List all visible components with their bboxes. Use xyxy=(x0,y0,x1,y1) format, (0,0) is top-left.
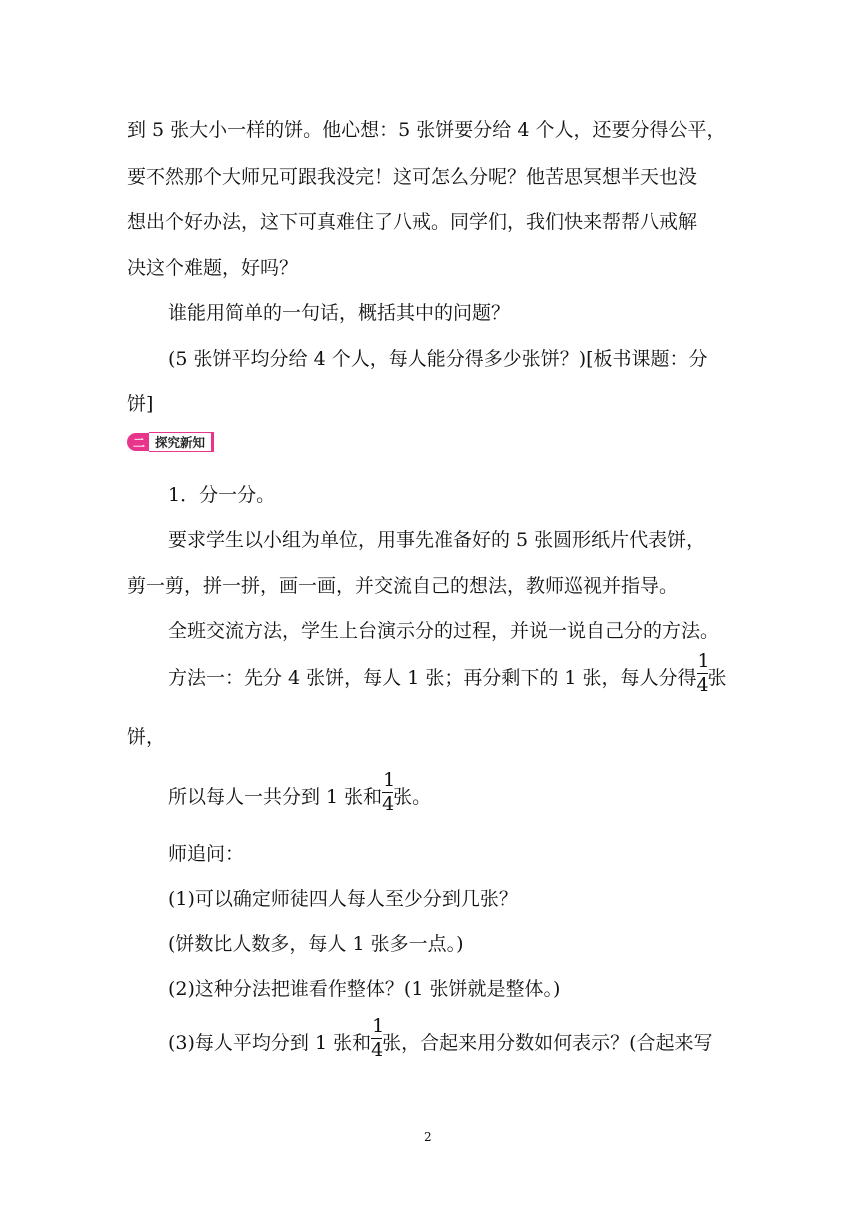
fraction-numerator: 1 xyxy=(697,650,710,672)
paragraph-line: 全班交流方法，学生上台演示分的过程，并说一说自己分的方法。 xyxy=(168,620,720,642)
paragraph-line: (5 张饼平均分给 4 个人，每人能分得多少张饼？)[板书课题：分 xyxy=(168,348,708,370)
paragraph-line: (饼数比人数多，每人 1 张多一点。) xyxy=(168,933,464,955)
section-divider xyxy=(211,432,214,452)
method-text: 张 xyxy=(707,667,727,689)
so-line xyxy=(168,769,432,815)
paragraph-line: 决这个难题，好吗？ xyxy=(127,257,299,279)
question-line xyxy=(168,1015,713,1061)
method-line xyxy=(168,650,727,696)
paragraph-line: 想出个好办法，这下可真难住了八戒。同学们，我们快来帮帮八戒解 xyxy=(127,211,698,233)
fraction xyxy=(696,650,710,696)
fraction-denominator: 4 xyxy=(696,674,709,696)
method-text: 方法一：先分 4 张饼，每人 1 张；再分剩下的 1 张，每人分得 xyxy=(168,667,697,689)
paragraph-line: 饼] xyxy=(127,393,154,415)
paragraph-line: 1．分一分。 xyxy=(168,484,276,506)
paragraph-line: 谁能用简单的一句话，概括其中的问题？ xyxy=(168,302,511,324)
question-text: (3)每人平均分到 1 张和 xyxy=(168,1032,372,1054)
question-text: 张，合起来用分数如何表示？(合起来写 xyxy=(382,1032,713,1054)
section-number-badge: 二 xyxy=(127,433,149,451)
fraction-numerator: 1 xyxy=(372,1015,385,1037)
paragraph-line: 师追问： xyxy=(168,843,245,865)
paragraph-line: 饼， xyxy=(127,726,166,748)
fraction-denominator: 4 xyxy=(371,1039,384,1061)
fraction-numerator: 1 xyxy=(383,769,396,791)
section-title: 探究新知 xyxy=(149,432,211,452)
so-text: 张。 xyxy=(393,786,432,808)
page-number: 2 xyxy=(424,1130,432,1144)
paragraph-line: (2)这种分法把谁看作整体？(1 张饼就是整体。) xyxy=(168,978,561,1000)
fraction-denominator: 4 xyxy=(382,793,395,815)
paragraph-line: 到 5 张大小一样的饼。他心想：5 张饼要分给 4 个人，还要分得公平， xyxy=(127,119,726,141)
fraction xyxy=(382,769,396,815)
paragraph-line: 要不然那个大师兄可跟我没完！这可怎么分呢？他苦思冥想半天也没 xyxy=(127,166,698,188)
fraction xyxy=(371,1015,385,1061)
section-header xyxy=(127,431,231,453)
paragraph-line: (1)可以确定师徒四人每人至少分到几张？ xyxy=(168,888,518,910)
paragraph-line: 要求学生以小组为单位，用事先准备好的 5 张圆形纸片代表饼， xyxy=(168,529,706,551)
paragraph-line: 剪一剪，拼一拼，画一画，并交流自己的想法，教师巡视并指导。 xyxy=(127,575,679,597)
so-text: 所以每人一共分到 1 张和 xyxy=(168,786,383,808)
